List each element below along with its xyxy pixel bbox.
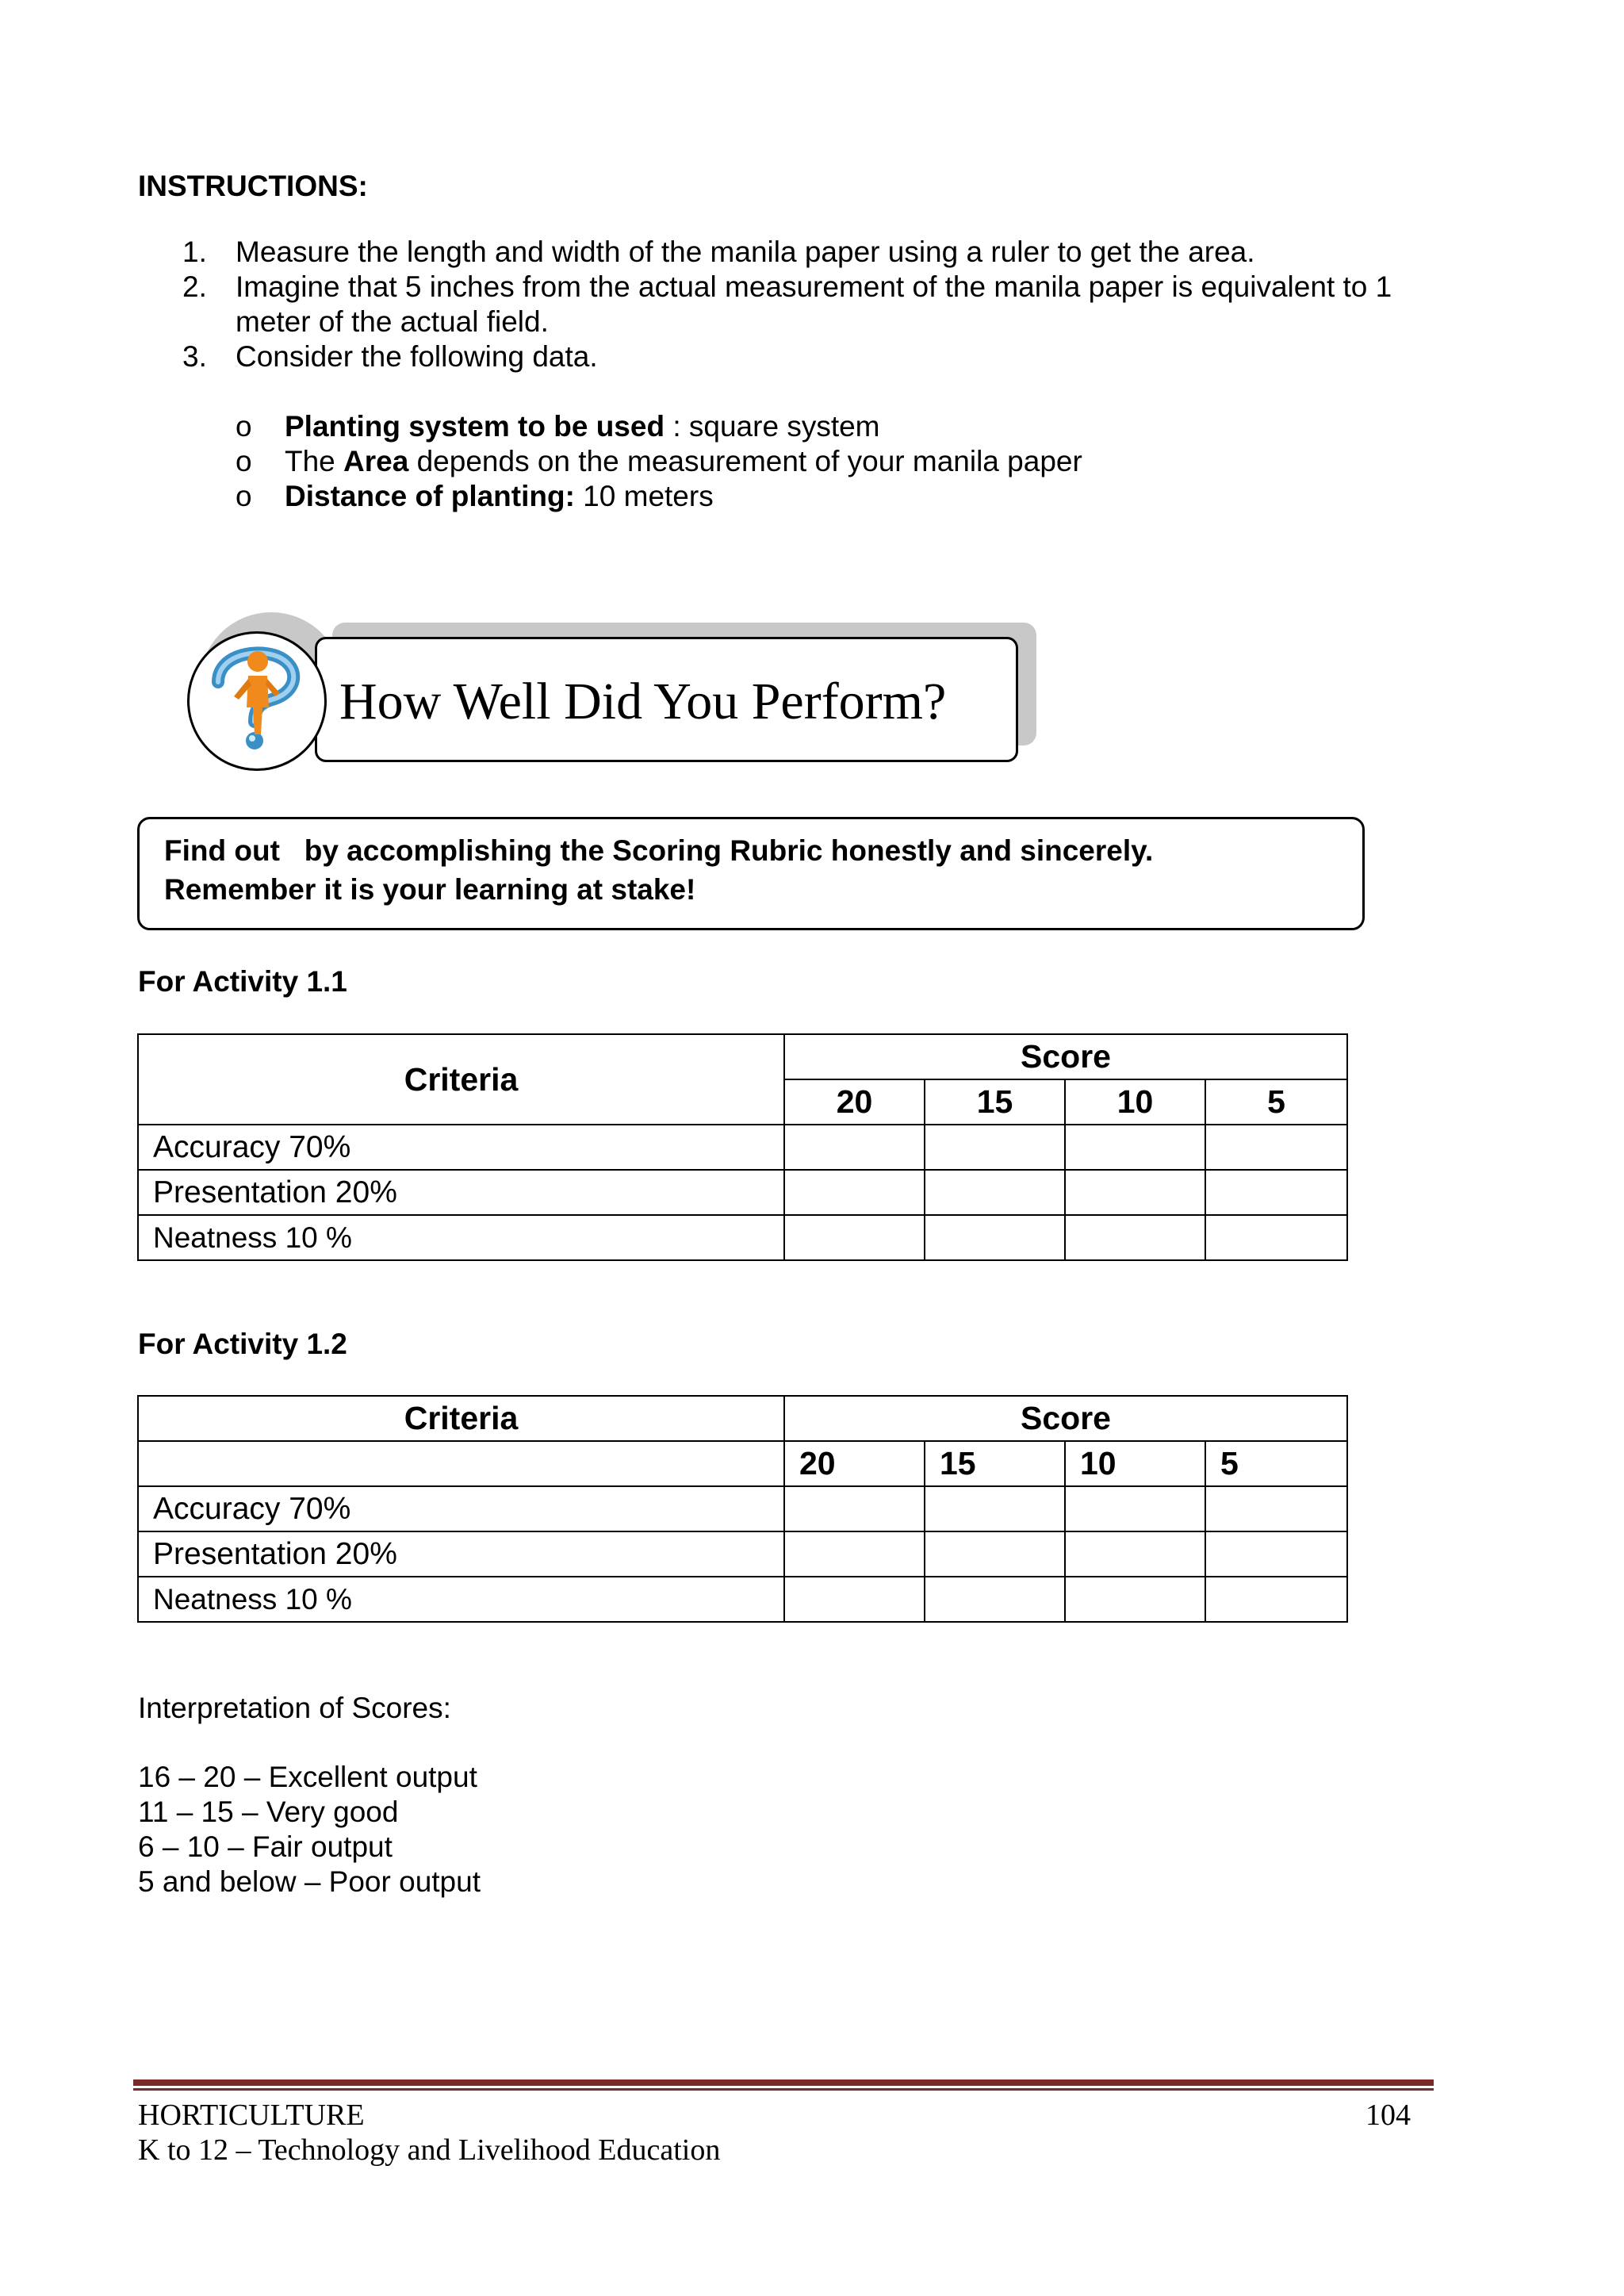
step-number: 2.	[182, 270, 207, 303]
score-cell	[784, 1486, 925, 1531]
footer-rule	[133, 2079, 1434, 2086]
data-item-value: : square system	[665, 410, 880, 443]
score-column: 10	[1065, 1441, 1205, 1486]
step-number: 1.	[182, 236, 207, 268]
criteria-header: Criteria	[138, 1396, 784, 1441]
criteria-label: Presentation 20%	[138, 1531, 784, 1577]
step-text: Imagine that 5 inches from the actual measurement of the manila paper is equivalent to 1	[236, 270, 1392, 303]
data-item-value: depends on the measurement of your manila paper	[408, 445, 1082, 477]
score-cell	[1205, 1215, 1347, 1260]
data-item-label: Planting system to be used	[285, 410, 665, 443]
score-cell	[1205, 1486, 1347, 1531]
interpretation-heading: Interpretation of Scores:	[138, 1692, 451, 1724]
score-cell	[784, 1577, 925, 1622]
score-cell	[1065, 1215, 1205, 1260]
data-item-label: Area	[343, 445, 409, 477]
criteria-label: Accuracy 70%	[138, 1486, 784, 1531]
notice-line: Find out by accomplishing the Scoring Rubric honestly and sincerely.	[164, 834, 1154, 867]
data-item-prefix: The	[285, 445, 344, 477]
instructions-heading: INSTRUCTIONS:	[138, 170, 368, 202]
table-row	[138, 1486, 1347, 1531]
step-text-continued: meter of the actual field.	[236, 305, 549, 338]
criteria-label: Accuracy 70%	[138, 1125, 784, 1170]
score-column: 20	[784, 1441, 925, 1486]
banner-title: How Well Did You Perform?	[339, 673, 947, 730]
activity-heading: For Activity 1.2	[138, 1328, 347, 1360]
question-mark-figure-icon	[196, 641, 315, 760]
score-cell	[784, 1215, 925, 1260]
score-cell	[925, 1170, 1065, 1215]
score-header: Score	[784, 1034, 1347, 1079]
footer-subject: HORTICULTURE	[138, 2099, 365, 2132]
score-cell	[1205, 1170, 1347, 1215]
score-cell	[925, 1215, 1065, 1260]
table-row	[138, 1215, 1347, 1260]
score-cell	[784, 1531, 925, 1577]
page-number: 104	[1365, 2099, 1411, 2132]
data-item	[285, 479, 714, 513]
step-number: 3.	[182, 340, 207, 373]
score-column: 5	[1205, 1079, 1347, 1125]
score-header: Score	[784, 1396, 1347, 1441]
score-column: 20	[784, 1079, 925, 1125]
interpretation-line: 5 and below – Poor output	[138, 1865, 481, 1898]
score-cell	[925, 1486, 1065, 1531]
score-cell	[925, 1577, 1065, 1622]
criteria-label: Presentation 20%	[138, 1170, 784, 1215]
score-cell	[1065, 1577, 1205, 1622]
score-column: 15	[925, 1441, 1065, 1486]
table-row	[138, 1125, 1347, 1170]
footer-rule-thin	[133, 2088, 1434, 2091]
interpretation-line: 11 – 15 – Very good	[138, 1796, 399, 1828]
score-cell	[925, 1531, 1065, 1577]
step-text: Consider the following data.	[236, 340, 598, 373]
score-cell	[1065, 1170, 1205, 1215]
score-cell	[784, 1125, 925, 1170]
data-item	[285, 444, 1082, 478]
score-cell	[1205, 1531, 1347, 1577]
interpretation-line: 16 – 20 – Excellent output	[138, 1761, 477, 1793]
table-row	[138, 1170, 1347, 1215]
score-cell	[1065, 1486, 1205, 1531]
score-column: 10	[1065, 1079, 1205, 1125]
table-row	[138, 1531, 1347, 1577]
interpretation-line: 6 – 10 – Fair output	[138, 1830, 393, 1863]
score-cell	[1205, 1125, 1347, 1170]
score-cell	[1065, 1531, 1205, 1577]
score-cell	[925, 1125, 1065, 1170]
rubric-table	[137, 1033, 1348, 1261]
activity-heading: For Activity 1.1	[138, 965, 347, 998]
notice-line: Remember it is your learning at stake!	[164, 873, 696, 906]
blank-cell	[138, 1441, 784, 1486]
score-cell	[1205, 1577, 1347, 1622]
score-cell	[784, 1170, 925, 1215]
bullet: o	[236, 480, 252, 512]
rubric-table	[137, 1395, 1348, 1623]
data-item	[285, 409, 880, 443]
footer-course: K to 12 – Technology and Livelihood Education	[138, 2133, 721, 2167]
score-cell	[1065, 1125, 1205, 1170]
criteria-header: Criteria	[138, 1034, 784, 1125]
step-text: Measure the length and width of the manila paper using a ruler to get the area.	[236, 236, 1255, 268]
bullet: o	[236, 445, 252, 477]
data-item-value: 10 meters	[574, 480, 714, 512]
score-column: 15	[925, 1079, 1065, 1125]
data-item-label: Distance of planting:	[285, 480, 575, 512]
criteria-label: Neatness 10 %	[138, 1215, 784, 1260]
table-row	[138, 1577, 1347, 1622]
criteria-label: Neatness 10 %	[138, 1577, 784, 1622]
bullet: o	[236, 410, 252, 443]
score-column: 5	[1205, 1441, 1347, 1486]
